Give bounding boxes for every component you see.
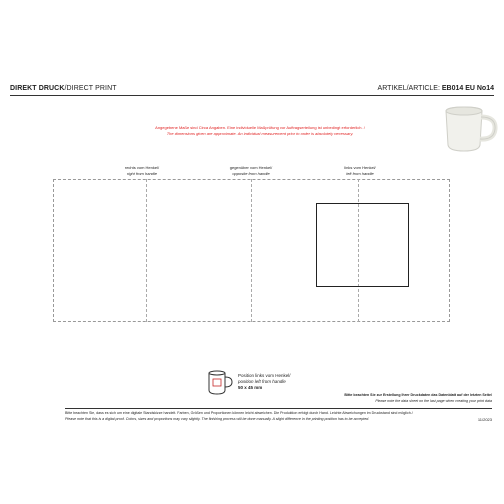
print-area-box: [316, 203, 409, 287]
label-right-from-handle: [97, 165, 187, 176]
title-bold: DIREKT DRUCK: [10, 85, 65, 92]
label-left-de: links vom Henkel/: [344, 165, 376, 170]
grid-divider: [251, 179, 252, 322]
label-right-de: rechts vom Henkel/: [124, 165, 160, 170]
label-opposite-de: gegenüber vom Henkel/: [229, 165, 273, 170]
article-prefix: ARTIKEL/ARTICLE:: [377, 85, 442, 92]
footer-de: Bitte beachten Sie, dass es sich um eine digitale Standskizze handelt. Farben, Größen und Proportionen können leicht abweichen. Die Produktion erfolgt durch Hand. Leichte Abweichungen im Druckstand sind möglich./: [65, 411, 413, 415]
label-left-from-handle: [315, 165, 405, 176]
data-sheet-note: [344, 393, 492, 404]
note-en: Please note the data sheet on the last page when creating your print data: [375, 398, 492, 403]
mug-image: [440, 103, 502, 155]
grid-divider: [146, 179, 147, 322]
label-opposite-en: opposite from handle: [232, 170, 270, 176]
article-code: EB014 EU No14: [441, 85, 494, 92]
print-size: 50 x 45 mm: [238, 385, 263, 390]
article-number: [378, 85, 494, 92]
footer-disclaimer: [65, 411, 445, 422]
header-divider: [10, 95, 494, 96]
position-en: position left from handle: [238, 379, 286, 384]
footer-divider: [65, 408, 492, 409]
dimension-warning: [100, 125, 420, 137]
position-de: Position links vom Henkel/: [238, 373, 291, 378]
warning-de: Angegebene Maße sind Circa Angaben. Eine individuelle Maßprüfung vor Auftragserteilung ist unbedingt erforderlich. /: [155, 125, 365, 130]
title-rest: /DIRECT PRINT: [64, 85, 117, 92]
label-right-en: right from handle: [126, 170, 157, 176]
label-opposite-from-handle: [206, 165, 296, 176]
label-left-en: left from handle: [346, 170, 374, 176]
position-info: [238, 373, 291, 391]
footer-date: 11/2023: [477, 417, 492, 422]
page-title: [10, 85, 117, 92]
note-de: Bitte beachten Sie zur Erstellung Ihrer Druckdaten das Datenblatt auf der letzten Seite/: [344, 393, 492, 397]
warning-en: The dimensions given are approximate. An individual measurement prior to order is absolutely necessary.: [166, 131, 354, 136]
mug-outline-icon: [206, 368, 234, 396]
footer-en: Please note that this is a digital proof. Colors, sizes and proportions may vary slightly. The finishing process will be done manually. A slight difference in the printing position has to be accepted.: [65, 416, 370, 421]
